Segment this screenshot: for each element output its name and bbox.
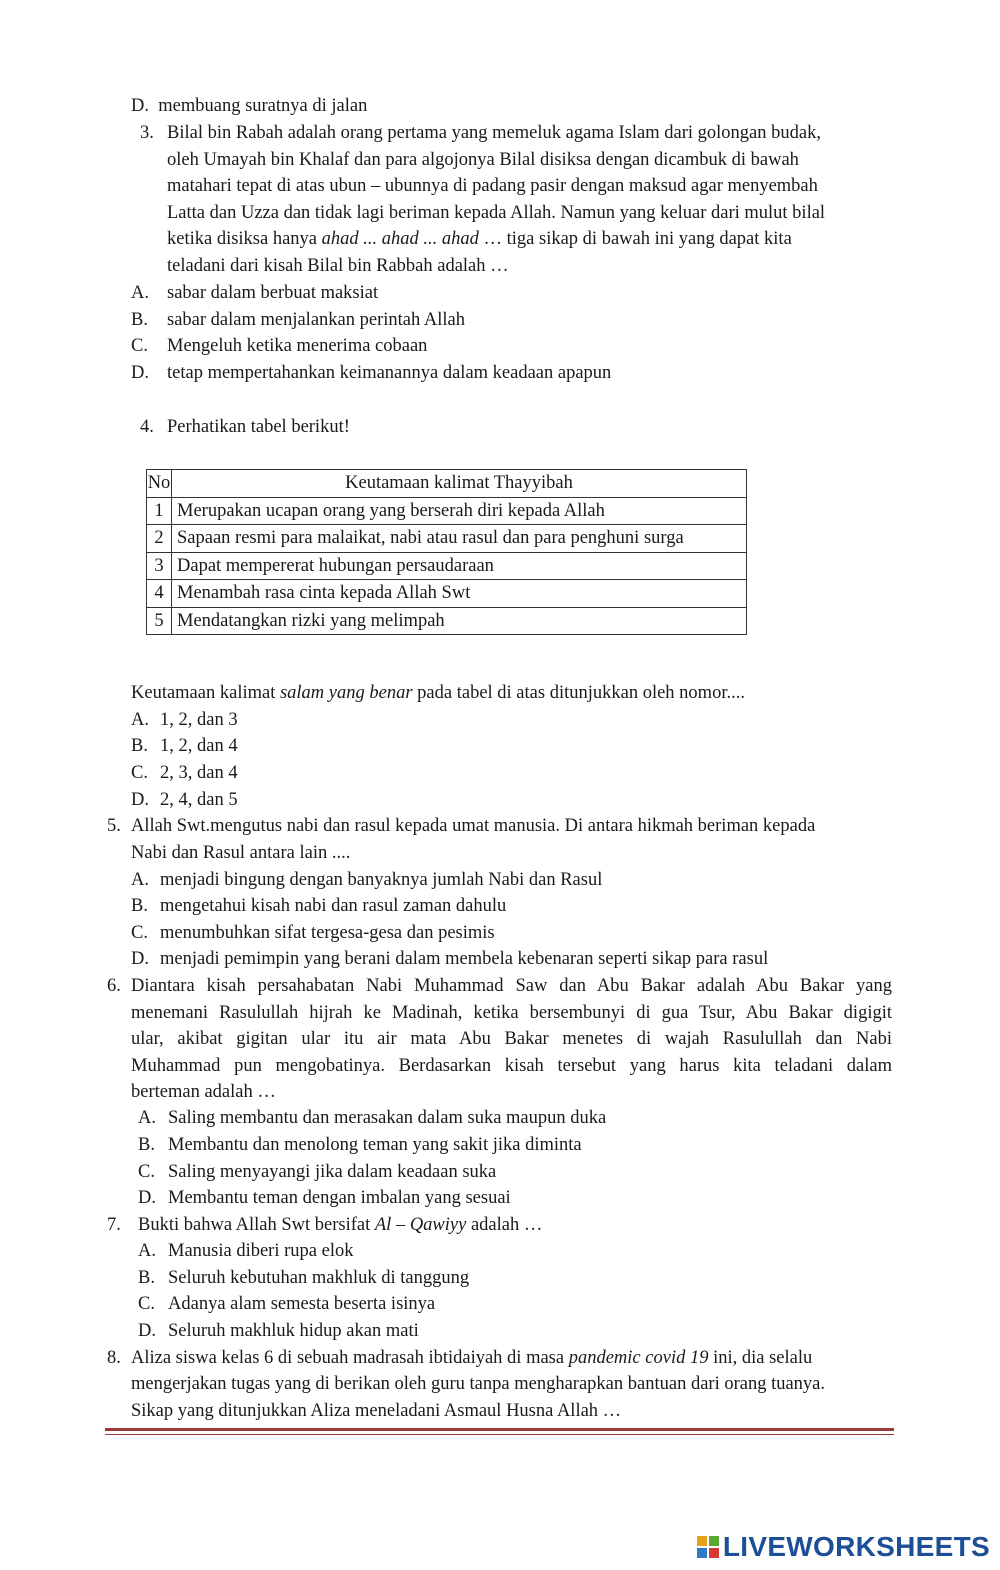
q4-question [131,680,745,706]
q3-line-5 [167,226,792,252]
q3-option-d[interactable] [131,360,611,386]
table-cell-text: Menambah rasa cinta kepada Allah Swt [172,580,747,608]
option-text: Manusia diberi rupa elok [168,1241,354,1261]
option-text: menumbuhkan sifat tergesa-gesa dan pesimis [160,923,495,943]
q8-line-3: Sikap yang ditunjukkan Aliza meneladani Asmaul Husna Allah … [131,1401,622,1421]
table-cell-no: 4 [147,580,172,608]
table-header-no: No [147,470,172,498]
liveworksheets-logo-icon [697,1536,719,1558]
q7-option-b[interactable] [138,1265,469,1291]
option-label: B. [138,1135,155,1155]
liveworksheets-logo-text: LIVEWORKSHEETS [722,1531,990,1562]
option-text: Seluruh makhluk hidup akan mati [168,1321,419,1341]
option-text: Saling menyayangi jika dalam keadaan suka [168,1162,497,1182]
q7-option-d[interactable] [138,1318,419,1344]
option-label: A. [131,283,149,303]
q6-option-a[interactable] [138,1105,606,1131]
top-option-d[interactable] [131,93,367,119]
option-text: 1, 2, dan 3 [160,710,238,730]
q3-line-1: Bilal bin Rabah adalah orang pertama yang memeluk agama Islam dari golongan budak, [167,123,821,143]
option-label: C. [138,1162,155,1182]
table-row [147,580,747,608]
q4-number: 4. [140,417,154,437]
q5-option-a[interactable] [131,867,602,893]
q6-line-3: ular, akibat gigitan ular itu air mata Abu Bakar menetes di wajah Rasulullah dan Nabi [131,1029,892,1049]
q7-text-a: Bukti bahwa Allah Swt bersifat [138,1215,371,1235]
q3-line-4: Latta dan Uzza dan tidak lagi beriman kepada Allah. Namun yang keluar dari mulut bilal [167,203,826,223]
q3-line-5-italic: ahad ... ahad ... ahad [321,229,479,249]
option-label: D. [131,96,149,116]
table-cell-text: Merupakan ucapan orang yang berserah diri kepada Allah [172,497,747,525]
q5-number: 5. [107,816,121,836]
option-text: Adanya alam semesta beserta isinya [168,1294,436,1314]
option-label: A. [138,1108,156,1128]
q7-text [138,1212,542,1238]
table-row [147,497,747,525]
option-label: D. [131,949,149,969]
q6-line-1: Diantara kisah persahabatan Nabi Muhammad Saw dan Abu Bakar adalah Abu Bakar yang [131,976,892,996]
option-label: D. [131,363,149,383]
table-cell-no: 1 [147,497,172,525]
table-cell-no: 3 [147,552,172,580]
q7-option-c[interactable] [138,1291,435,1317]
q8-line-1-italic: pandemic covid 19 [568,1348,709,1368]
option-label: C. [138,1294,155,1314]
q4-option-a[interactable] [131,707,238,733]
table-header-row [147,470,747,498]
q6-line-4: Muhammad pun mengobatinya. Berdasarkan kisah tersebut yang harus kita teladani dalam [131,1056,892,1076]
q7-text-c: adalah … [470,1215,543,1235]
q3-line-3: matahari tepat di atas ubun – ubunnya di padang pasir dengan maksud agar menyembah [167,176,818,196]
q3-line-5-c: … tiga sikap di bawah ini yang dapat kita [483,229,792,249]
option-label: C. [131,763,148,783]
option-label: B. [131,310,148,330]
option-text: 1, 2, dan 4 [160,736,238,756]
keutamaan-table [146,469,747,635]
q8-line-1 [131,1345,812,1371]
option-label: A. [138,1241,156,1261]
table-cell-text: Mendatangkan rizki yang melimpah [172,607,747,635]
table-cell-no: 5 [147,607,172,635]
q5-option-c[interactable] [131,920,495,946]
option-label: B. [138,1268,155,1288]
table-cell-no: 2 [147,525,172,553]
option-label: C. [131,336,148,356]
option-text: Mengeluh ketika menerima cobaan [167,336,428,356]
option-text: Seluruh kebutuhan makhluk di tanggung [168,1268,470,1288]
option-text: Saling membantu dan merasakan dalam suka maupun duka [168,1108,607,1128]
option-label: A. [131,870,149,890]
q3-line-2: oleh Umayah bin Khalaf dan para algojonya Bilal disiksa dengan dicambuk di bawah [167,150,799,170]
q8-line-1-a: Aliza siswa kelas 6 di sebuah madrasah ibtidaiyah di masa [131,1348,565,1368]
option-label: D. [131,790,149,810]
q5-option-d[interactable] [131,946,768,972]
q6-option-b[interactable] [138,1132,582,1158]
q5-option-b[interactable] [131,893,506,919]
q3-line-6: teladani dari kisah Bilal bin Rabbah adalah … [167,256,509,276]
q3-option-b[interactable] [131,307,465,333]
q8-line-2: mengerjakan tugas yang di berikan oleh guru tanpa mengharapkan bantuan dari orang tuanya. [131,1374,826,1394]
option-text: sabar dalam berbuat maksiat [167,283,379,303]
q6-number: 6. [107,976,121,996]
table-header-keutamaan: Keutamaan kalimat Thayyibah [172,470,747,498]
q6-option-d[interactable] [138,1185,511,1211]
option-label: B. [131,896,148,916]
q3-option-c[interactable] [131,333,427,359]
footer-rule-thick [105,1428,894,1431]
q4-question-italic: salam yang benar [279,683,413,703]
footer-rule-thin [105,1434,894,1435]
table-row [147,525,747,553]
table-row [147,607,747,635]
q5-line-2: Nabi dan Rasul antara lain .... [131,843,351,863]
q4-option-b[interactable] [131,733,238,759]
table-cell-text: Dapat mempererat hubungan persaudaraan [172,552,747,580]
q3-line-5-a: ketika disiksa hanya [167,229,318,249]
option-label: C. [131,923,148,943]
option-text: tetap mempertahankan keimanannya dalam keadaan apapun [167,363,612,383]
table-row [147,552,747,580]
q5-line-1: Allah Swt.mengutus nabi dan rasul kepada umat manusia. Di antara hikmah beriman kepada [131,816,816,836]
q4-text: Perhatikan tabel berikut! [167,417,350,437]
option-text: 2, 3, dan 4 [160,763,238,783]
q6-line-5: berteman adalah … [131,1082,276,1102]
q7-option-a[interactable] [138,1238,353,1264]
option-text: mengetahui kisah nabi dan rasul zaman dahulu [160,896,507,916]
option-text: membuang suratnya di jalan [158,96,368,116]
q6-option-c[interactable] [138,1159,496,1185]
q3-option-a[interactable] [131,280,378,306]
option-label: D. [138,1321,156,1341]
option-text: Membantu dan menolong teman yang sakit jika diminta [168,1135,582,1155]
table-cell-text: Sapaan resmi para malaikat, nabi atau rasul dan para penghuni surga [172,525,747,553]
option-text: menjadi bingung dengan banyaknya jumlah Nabi dan Rasul [160,870,603,890]
option-label: D. [138,1188,156,1208]
option-label: B. [131,736,148,756]
q7-number: 7. [107,1215,121,1235]
option-text: Membantu teman dengan imbalan yang sesuai [168,1188,511,1208]
q8-number: 8. [107,1348,121,1368]
option-label: A. [131,710,149,730]
q4-question-c: pada tabel di atas ditunjukkan oleh nomor.... [417,683,745,703]
q4-question-a: Keutamaan kalimat [131,683,276,703]
q3-number: 3. [140,123,154,143]
option-text: 2, 4, dan 5 [160,790,238,810]
q4-option-d[interactable] [131,787,238,813]
q6-line-2: menemani Rasulullah hijrah ke Madinah, ketika bersembunyi di gua Tsur, Abu Bakar digigit [131,1003,892,1023]
q7-text-italic: Al – Qawiyy [374,1215,467,1235]
q4-option-c[interactable] [131,760,238,786]
q8-line-1-c: ini, dia selalu [713,1348,813,1368]
liveworksheets-logo[interactable] [697,1532,990,1562]
option-text: menjadi pemimpin yang berani dalam membela kebenaran seperti sikap para rasul [160,949,769,969]
option-text: sabar dalam menjalankan perintah Allah [167,310,465,330]
